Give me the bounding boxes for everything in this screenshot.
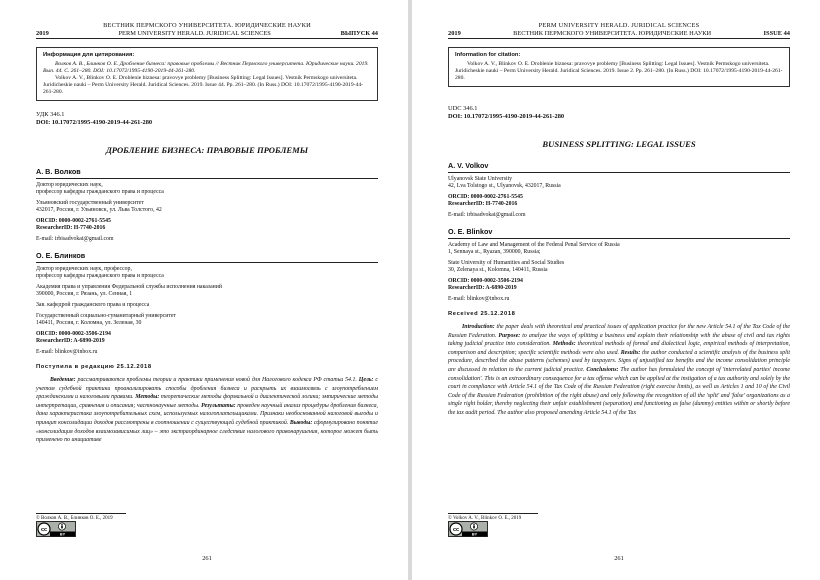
abstract-text: проведен научный анализ процедуры дробления бизнеса, дана характеристика злоупотребительных схем, используемых налогоплательщиками. Признаки необоснованной налоговой выгоды и принцип консолидации доходов рассмотрены в соотношении с существующей судебной практикой. — [36, 402, 379, 426]
abstract-label: Выводы: — [288, 419, 313, 426]
abstract-text: теоретические методы формальной и диалектической логики; эмпирические методы интерпретации, сравнения и описания; частнонаучные методы. — [36, 394, 378, 409]
article-title: BUSINESS SPLITTING: LEGAL ISSUES — [542, 139, 696, 149]
author-address: 42, Lva Tolstogo st., Ulyanovsk, 432017, Russia — [448, 183, 561, 189]
author-position: профессор кафедры гражданского права и процесса — [36, 189, 164, 195]
citation-box — [36, 47, 378, 101]
abstract — [448, 323, 790, 418]
citation-title: Information for citation: — [455, 52, 521, 58]
header-journal: PERM UNIVERSITY HERALD. JURIDICAL SCIENCES — [118, 30, 271, 37]
received-date: Поступила в редакцию 25.12.2018 — [36, 364, 152, 370]
author-researcherid: ResearcherID: H-7740-2016 — [36, 225, 106, 231]
author-name: O. E. Blinkov — [448, 227, 790, 239]
abstract-text: theoretical methods of formal and dialectical logic, empirical methods of interpretation, comparison and description; specific scientific methods were also used. — [448, 341, 790, 356]
header-line — [448, 30, 790, 39]
header-journal: ВЕСТНИК ПЕРМСКОГО УНИВЕРСИТЕТА. ЮРИДИЧЕСКИЕ НАУКИ — [513, 30, 712, 37]
abstract-text: The author has formulated the concept of 'interrelated parties' income consolidation'. This is an extraordinary consequence for a tax offense which can be applied at the instigation of a tax authority and solely by the court in compliance with Article 54.1 of the Tax Code of the Russian Federation (right exercise limits), as well as Articles 1 and 10 of the Civil Code of the Russian Federation (prohibition of the right abuse) and only following the recognition of all the 'split' and 'false' organizations as a single right holder, thereby neglecting their unfair establishment (separation) and functioning as false (dummy) entities within or shortly before the tax audit period. The author also proposed amending Article 54.1 of the Tax — [448, 366, 791, 416]
abstract-label: Методы: — [133, 394, 160, 401]
author-affiliation: Государственный социально-гуманитарный университет — [36, 313, 176, 319]
author-name: О. Е. Блинков — [36, 251, 378, 263]
header-year: 2019 — [36, 30, 49, 37]
udc: UDC 346.1 — [448, 105, 478, 112]
author-email[interactable]: E-mail: irbisadvokat@gmail.com — [448, 212, 526, 218]
header-issue: ISSUE 44 — [763, 30, 790, 37]
author-position: Зав. кафедрой гражданского права и процесса — [36, 302, 150, 308]
author-affiliation: Академия права и управления Федеральной службы исполнения наказаний — [36, 284, 222, 290]
author-info — [36, 182, 378, 243]
citation-en: Volkov A. V., Blinkov O. E. Droblenie biznesa: pravovye problemy [Business Splitting: Legal Issues]. Vestnik Permskogo universiteta. Juridicheskie nauki – Perm University Herald. Juridical Sciences. 2019. Issue 44. Pp. 261–280. (In Russ.) DOI: 10.17072/1995-4190-2019-44-261-280. — [43, 75, 364, 95]
author-info — [36, 266, 378, 356]
author-name: А. В. Волков — [36, 167, 378, 179]
abstract-label: Methods: — [550, 341, 576, 348]
doi: DOI: 10.17072/1995-4190-2019-44-261-280 — [448, 113, 565, 120]
abstract-text: to analyze the ways of splitting a business and explain their relationship with the abuse of civil and tax rights taking judicial practice into consideration. — [448, 332, 791, 348]
svg-text:cc: cc — [40, 527, 48, 533]
author-info — [448, 242, 790, 303]
author-address: 140411, Россия, г. Коломна, ул. Зеленая, 30 — [36, 320, 142, 326]
author-email[interactable]: E-mail: blinkov@inbox.ru — [36, 349, 98, 355]
author-affiliation: Academy of Law and Management of the Federal Penal Service of Russia — [448, 242, 620, 248]
left-page — [0, 0, 408, 580]
article-title: ДРОБЛЕНИЕ БИЗНЕСА: ПРАВОВЫЕ ПРОБЛЕМЫ — [105, 145, 309, 155]
svg-text:cc: cc — [452, 527, 460, 533]
author-position: профессор кафедры гражданского права и процесса — [36, 273, 164, 279]
abstract-label: Conclusions: — [584, 366, 619, 373]
author-affiliation: Ulyanovsk State University — [448, 176, 513, 182]
abstract-text: сформулировано понятие «консолидация доходов взаимозависимых лиц» – это экстраординарное следствие налогового правонарушения, которое может быть применено по инициативе — [36, 419, 378, 444]
author-orcid: ORCID: 0000-0002-3506-2194 — [36, 331, 111, 337]
abstract-label: Результаты: — [199, 402, 236, 409]
author-email[interactable]: E-mail: irbisadvokat@gmail.com — [36, 236, 114, 242]
author-address: 390000, Россия, г. Рязань, ул. Сенная, 1 — [36, 291, 133, 297]
cc-by-label: BY — [471, 532, 478, 537]
abstract-label: Introduction: — [462, 324, 495, 330]
author-degree: Доктор юридических наук, профессор, — [36, 266, 132, 272]
author-name: A. V. Volkov — [448, 161, 790, 173]
author-degree: Доктор юридических наук, — [36, 182, 103, 188]
cc-by-label: BY — [59, 532, 66, 537]
author-address: 432017, Россия, г. Ульяновск, ул. Льва Толстого, 42 — [36, 207, 162, 213]
received-date: Received 25.12.2018 — [448, 311, 516, 317]
author-researcherid: ResearcherID: H-7740-2016 — [448, 201, 518, 207]
abstract-label: Results: — [619, 349, 641, 356]
author-affiliation: State University of Humanities and Social Studies — [448, 260, 565, 266]
abstract-text: the paper deals with theoretical and practical issues of application practice for the new Article 54.1 of the Tax Code of the Russian Federation. — [448, 324, 790, 339]
cc-by-license-icon[interactable] — [448, 521, 488, 537]
abstract-text: с учетом судебной практики проанализировать способы дробления бизнеса и раскрыть их взаимосвязь с злоупотреблением гражданскими и налоговыми правами. — [36, 377, 379, 401]
abstract-label: Цель: — [356, 377, 374, 383]
author-orcid: ORCID: 0000-0002-3506-2194 — [448, 278, 523, 284]
header-year: 2019 — [448, 30, 461, 37]
author-orcid: ORCID: 0000-0002-2761-5545 — [448, 194, 523, 200]
author-email[interactable]: E-mail: blinkov@inbox.ru — [448, 296, 510, 302]
abstract-text: the author conducted a scientific analysis of the business split procedure, described the abuse patterns (schemes) used by taxpayers. Signs of unjustified tax benefits and the income consolidation principle are discussed in relation to the current judicial practice. — [448, 349, 790, 373]
author-researcherid: ResearcherID: A-6890-2019 — [36, 338, 105, 344]
citation-en: Volkov A. V., Blinkov O. E. Droblenie biznesa: pravovye problemy [Business Splitting: Legal Issues]. Vestnik Permskogo universiteta. Juridicheskie nauki – Perm University Herald. Juridical Sciences. 2019. Issue 2. Pp. 261–280. (In Russ.) DOI: 10.17072/1995-4190-2019-44-261-280. — [455, 61, 783, 81]
copyright: © Volkov A. V., Blinkov O. E., 2019 — [448, 513, 538, 521]
citation-title: Информация для цитирования: — [43, 52, 135, 58]
cc-by-license-icon[interactable] — [36, 521, 76, 537]
page-number: 261 — [614, 555, 624, 562]
header-issue: ВЫПУСК 44 — [340, 30, 378, 37]
header-line — [36, 30, 378, 39]
abstract-label: Purpose: — [496, 332, 521, 339]
copyright: © Волков А. В., Блинков О. Е., 2019 — [36, 513, 126, 521]
author-affiliation: Ульяновский государственный университет — [36, 200, 144, 206]
citation-box — [448, 47, 790, 87]
running-head: ВЕСТНИК ПЕРМСКОГО УНИВЕРСИТЕТА. ЮРИДИЧЕСКИЕ НАУКИ — [103, 22, 311, 29]
right-page — [412, 0, 820, 580]
running-head: PERM UNIVERSITY HERALD. JURIDICAL SCIENCES — [538, 22, 700, 29]
author-orcid: ORCID: 0000-0002-2761-5545 — [36, 218, 111, 224]
abstract-text: рассматриваются проблемы теории и практики применения новой для Налогового кодекса РФ статьи 54.1. — [75, 377, 357, 383]
author-info — [448, 176, 790, 219]
citation-ru: Волков А. В., Блинков О. Е. Дробление бизнеса: правовые проблемы // Вестник Пермского университета. Юридические науки. 2019. Вып. 44. C. 261–280. DOI: 10.17072/1995-4190-2019-44-261-280. — [43, 61, 369, 74]
doi: DOI: 10.17072/1995-4190-2019-44-261-280 — [36, 119, 153, 126]
author-address: 30, Zelenaya st., Kolomna, 140411, Russia — [448, 267, 548, 273]
abstract — [36, 376, 378, 445]
page-number: 261 — [202, 555, 212, 562]
abstract-label: Введение: — [50, 377, 76, 383]
udc-block — [448, 105, 790, 121]
udc-block — [36, 111, 378, 127]
author-address: 1, Sennaya st., Ryazan, 390000, Russia; — [448, 249, 541, 255]
udc: УДК 346.1 — [36, 111, 65, 118]
author-researcherid: ResearcherID: A-6890-2019 — [448, 285, 517, 291]
